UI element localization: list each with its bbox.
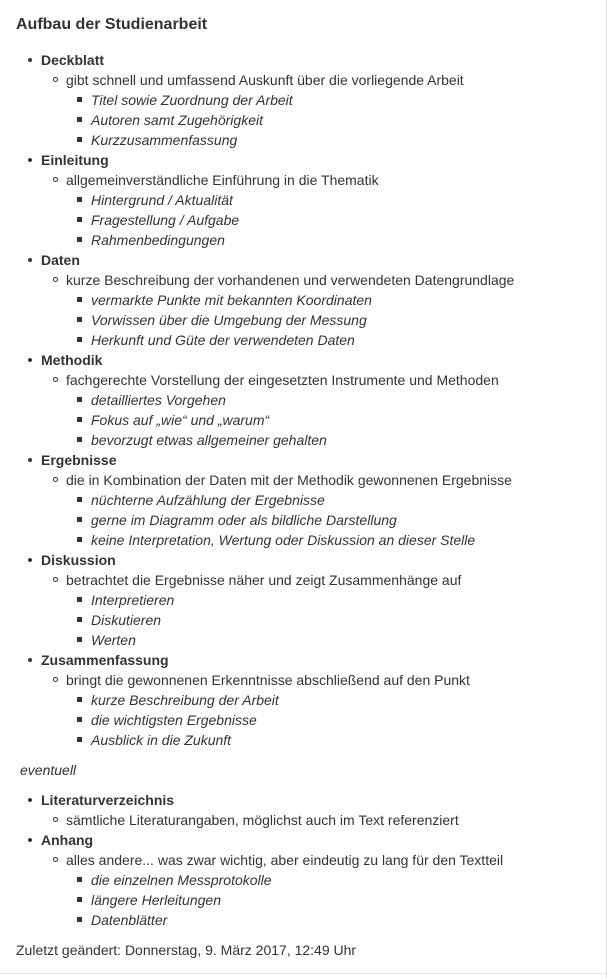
bullet-circle-icon [53,677,58,682]
bullet-square-icon [77,717,82,722]
list-item-text: kurze Beschreibung der Arbeit [91,692,279,708]
section-item [41,250,606,350]
bullet-square-icon [77,497,82,502]
section-description-item [66,170,606,250]
bullet-disc-icon [28,558,32,562]
section-detail-list [41,70,606,150]
bullet-square-icon [77,877,82,882]
bullet-square-icon [77,137,82,142]
bullet-square-icon [77,97,82,102]
section-detail-list [41,370,606,450]
section-description-item [66,810,606,830]
section-point-list [66,390,606,450]
section-description: die in Kombination der Daten mit der Methodik gewonnenen Ergebnisse [66,472,512,488]
section-detail-list [41,850,606,930]
list-item [91,290,606,310]
list-item-text: nüchterne Aufzählung der Ergebnisse [91,492,325,508]
bullet-disc-icon [28,838,32,842]
bullet-square-icon [77,697,82,702]
bullet-square-icon [77,517,82,522]
list-item [91,90,606,110]
list-item-text: Hintergrund / Aktualität [91,192,233,208]
list-item [91,210,606,230]
bullet-square-icon [77,337,82,342]
section-heading: Literaturverzeichnis [41,792,175,808]
divider [0,973,606,974]
list-item [91,130,606,150]
bullet-disc-icon [28,158,32,162]
structure-list [0,50,606,750]
section-item [41,50,606,150]
section-description-item [66,70,606,150]
bullet-circle-icon [53,477,58,482]
section-item [41,150,606,250]
section-description: fachgerechte Vorstellung der eingesetzten Instrumente und Methoden [66,372,499,388]
section-detail-list [41,810,606,830]
bullet-circle-icon [53,277,58,282]
section-detail-list [41,670,606,750]
section-description-item [66,570,606,650]
section-heading: Deckblatt [41,52,105,68]
section-description-item [66,850,606,930]
bullet-square-icon [77,637,82,642]
bullet-square-icon [77,397,82,402]
list-item [91,490,606,510]
list-item-text: Autoren samt Zugehörigkeit [91,112,263,128]
list-item [91,510,606,530]
list-item-text: Fokus auf „wie“ und „warum“ [91,412,270,428]
section-description-item [66,370,606,450]
page-title: Aufbau der Studienarbeit [16,16,208,33]
list-item [91,890,606,910]
bullet-square-icon [77,617,82,622]
bullet-disc-icon [28,658,32,662]
list-item-text: Datenblätter [91,912,168,928]
bullet-circle-icon [53,857,58,862]
list-item-text: Vorwissen über die Umgebung der Messung [91,312,367,328]
list-item-text: Titel sowie Zuordnung der Arbeit [91,92,293,108]
section-item [41,830,606,930]
list-item [91,310,606,330]
bullet-square-icon [77,917,82,922]
section-description-item [66,670,606,750]
section-heading: Zusammenfassung [41,652,169,668]
section-item [41,550,606,650]
section-heading: Einleitung [41,152,109,168]
list-item-text: bevorzugt etwas allgemeiner gehalten [91,432,327,448]
section-item [41,790,606,830]
list-item-text: vermarkte Punkte mit bekannten Koordinaten [91,292,372,308]
list-item [91,330,606,350]
list-item [91,530,606,550]
section-heading: Anhang [41,832,94,848]
list-item [91,430,606,450]
list-item-text: Rahmenbedingungen [91,232,225,248]
section-description: alles andere... was zwar wichtig, aber eindeutig zu lang für den Textteil [66,852,504,868]
section-point-list [66,90,606,150]
bullet-disc-icon [28,258,32,262]
section-description: sämtliche Literaturangaben, möglichst auch im Text referenziert [66,812,459,828]
bullet-square-icon [77,417,82,422]
section-point-list [66,290,606,350]
bullet-square-icon [77,117,82,122]
section-point-list [66,490,606,550]
list-item [91,230,606,250]
section-item [41,650,606,750]
last-modified: Zuletzt geändert: Donnerstag, 9. März 2017, 12:49 Uhr [16,942,357,958]
list-item [91,390,606,410]
list-item-text: Interpretieren [91,592,175,608]
bullet-square-icon [77,737,82,742]
list-item-text: keine Interpretation, Wertung oder Diskussion an dieser Stelle [91,532,476,548]
section-description: allgemeinverständliche Einführung in die Thematik [66,172,379,188]
list-item [91,730,606,750]
bullet-circle-icon [53,817,58,822]
list-item-text: längere Herleitungen [91,892,221,908]
section-detail-list [41,570,606,650]
section-detail-list [41,470,606,550]
list-item [91,110,606,130]
section-description: betrachtet die Ergebnisse näher und zeigt Zusammenhänge auf [66,572,462,588]
section-heading: Daten [41,252,80,268]
bullet-square-icon [77,537,82,542]
section-heading: Ergebnisse [41,452,117,468]
list-item-text: Fragestellung / Aufgabe [91,212,240,228]
bullet-disc-icon [28,798,32,802]
section-item [41,350,606,450]
optional-structure-list [0,790,606,930]
section-detail-list [41,170,606,250]
section-detail-list [41,270,606,350]
bullet-disc-icon [28,58,32,62]
bullet-square-icon [77,597,82,602]
section-item [41,450,606,550]
list-item [91,870,606,890]
list-item [91,190,606,210]
list-item [91,610,606,630]
list-item [91,690,606,710]
bullet-square-icon [77,897,82,902]
section-description: kurze Beschreibung der vorhandenen und verwendeten Datengrundlage [66,272,515,288]
list-item-text: die wichtigsten Ergebnisse [91,712,257,728]
bullet-square-icon [77,237,82,242]
bullet-circle-icon [53,577,58,582]
optional-section-list [0,790,606,930]
section-point-list [66,690,606,750]
list-item [91,630,606,650]
list-item-text: detailliertes Vorgehen [91,392,226,408]
bullet-square-icon [77,297,82,302]
list-item-text: die einzelnen Messprotokolle [91,872,272,888]
list-item-text: Diskutieren [91,612,162,628]
bullet-square-icon [77,217,82,222]
section-point-list [66,870,606,930]
list-item [91,910,606,930]
list-item-text: Werten [91,632,136,648]
eventuell-label: eventuell [20,762,77,778]
list-item-text: Ausblick in die Zukunft [91,732,232,748]
section-description: bringt die gewonnenen Erkenntnisse abschließend auf den Punkt [66,672,470,688]
bullet-square-icon [77,197,82,202]
bullet-disc-icon [28,358,32,362]
section-heading: Methodik [41,352,103,368]
list-item-text: Kurzzusammenfassung [91,132,238,148]
list-item [91,410,606,430]
section-point-list [66,590,606,650]
section-description-item [66,270,606,350]
section-description: gibt schnell und umfassend Auskunft über die vorliegende Arbeit [66,72,464,88]
bullet-circle-icon [53,377,58,382]
bullet-circle-icon [53,77,58,82]
list-item [91,590,606,610]
section-point-list [66,190,606,250]
list-item-text: gerne im Diagramm oder als bildliche Darstellung [91,512,397,528]
bullet-disc-icon [28,458,32,462]
section-heading: Diskussion [41,552,116,568]
list-item [91,710,606,730]
section-list [0,50,606,750]
bullet-square-icon [77,437,82,442]
list-item-text: Herkunft und Güte der verwendeten Daten [91,332,355,348]
bullet-square-icon [77,317,82,322]
bullet-circle-icon [53,177,58,182]
section-description-item [66,470,606,550]
